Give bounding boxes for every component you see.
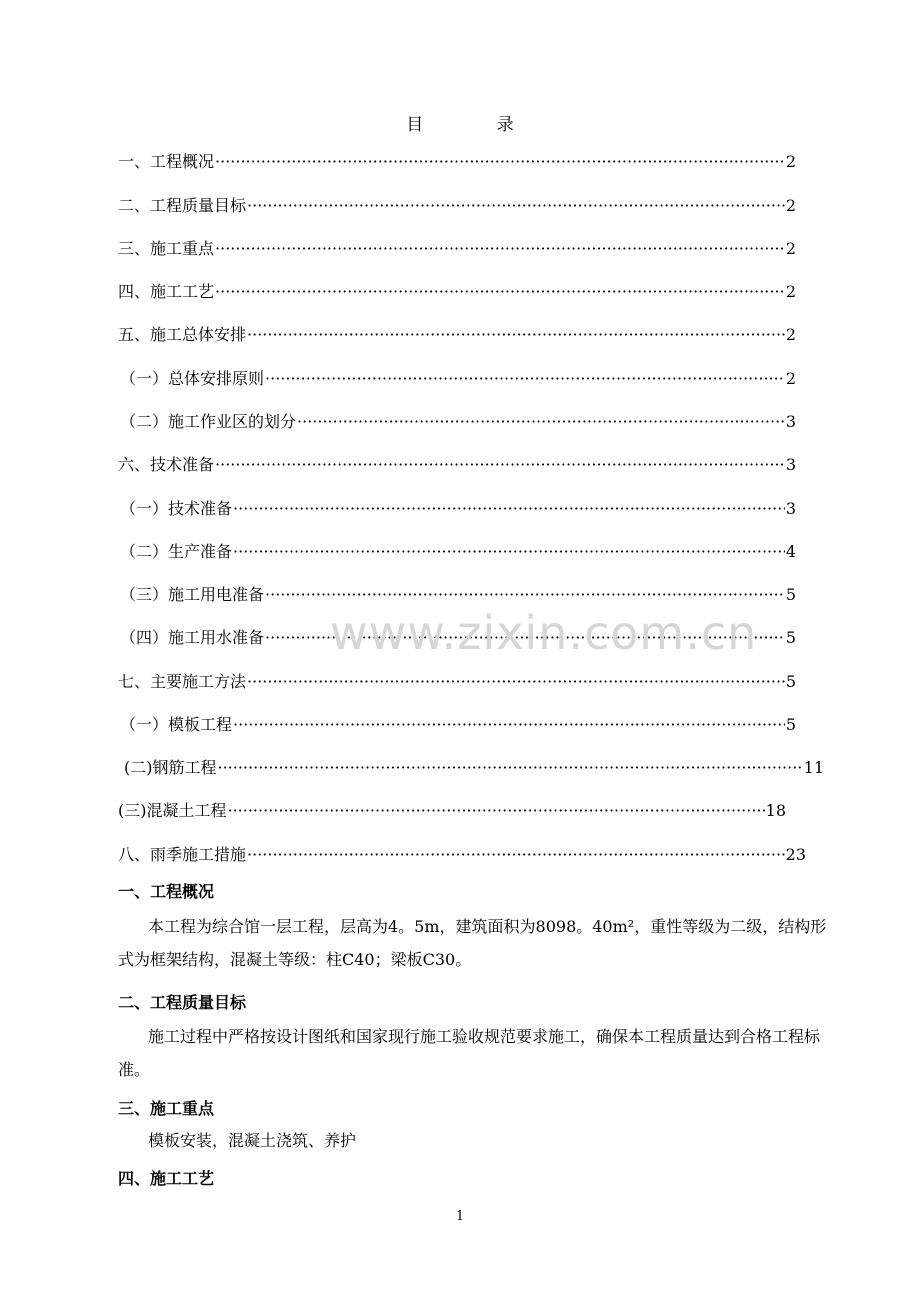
toc-item-page: 5	[785, 628, 796, 647]
toc-leader	[215, 279, 785, 305]
toc-item[interactable]	[120, 712, 796, 738]
toc-item-label: 六、技术准备	[118, 455, 215, 474]
toc-item[interactable]	[118, 193, 796, 219]
toc-item[interactable]	[120, 582, 796, 608]
toc-item-page: 5	[785, 672, 796, 691]
toc-leader	[215, 236, 785, 262]
toc-item[interactable]	[120, 496, 796, 522]
toc-leader	[228, 798, 765, 824]
toc-item[interactable]	[120, 409, 796, 435]
toc-leader	[247, 669, 785, 695]
toc-leader	[247, 322, 785, 348]
toc-leader	[297, 409, 785, 435]
toc-item-page: 2	[785, 239, 796, 258]
section-heading: 一、工程概况	[118, 882, 215, 901]
toc-item[interactable]	[118, 149, 796, 175]
toc-item-page: 2	[785, 152, 796, 171]
toc-item-label: （一）模板工程	[120, 715, 233, 734]
toc-item[interactable]	[120, 366, 796, 392]
toc-item-label: 四、施工工艺	[118, 282, 215, 301]
toc-item-label: （二）生产准备	[120, 542, 233, 561]
toc-item-label: （三）施工用电准备	[120, 585, 265, 604]
toc-item-page: 2	[785, 325, 796, 344]
toc-leader	[215, 452, 785, 478]
section-paragraph: 施工过程中严格按设计图纸和国家现行施工验收规范要求施工，确保本工程质量达到合格工程标准。	[118, 1027, 821, 1079]
toc-item[interactable]	[120, 539, 796, 565]
toc-item-page: 11	[803, 758, 824, 777]
toc-item-label: （二）施工作业区的划分	[120, 412, 297, 431]
toc-item[interactable]	[118, 798, 786, 824]
toc-item-page: 3	[785, 499, 796, 518]
toc-item-label: 八、雨季施工措施	[118, 845, 247, 864]
toc-leader	[247, 842, 785, 868]
toc-item[interactable]	[118, 669, 796, 695]
toc-leader	[233, 496, 785, 522]
section-paragraph: 本工程为综合馆一层工程，层高为4。5m，建筑面积为8098。40m²，重性等级为二级，结构形式为框架结构，混凝土等级：柱C40；梁板C30。	[118, 917, 827, 969]
toc-item[interactable]	[118, 452, 796, 478]
toc-item-label: （四）施工用水准备	[120, 628, 265, 647]
section-heading: 三、施工重点	[118, 1099, 215, 1118]
toc-item[interactable]	[118, 322, 796, 348]
toc-leader	[233, 712, 785, 738]
toc-item[interactable]	[118, 842, 806, 868]
toc-item-label: （一）技术准备	[120, 499, 233, 518]
toc-item[interactable]	[118, 279, 796, 305]
toc-item[interactable]	[124, 755, 824, 781]
section-heading: 四、施工工艺	[118, 1169, 215, 1188]
toc-item-page: 4	[785, 542, 796, 561]
toc-item-page: 3	[785, 412, 796, 431]
toc-item-label: （一）总体安排原则	[120, 369, 265, 388]
toc-item-page: 23	[785, 845, 806, 864]
section-paragraph: 模板安装，混凝土浇筑、养护	[148, 1131, 357, 1150]
section-heading: 二、工程质量目标	[118, 993, 247, 1012]
toc-leader	[215, 149, 785, 175]
toc-item-page: 2	[785, 282, 796, 301]
toc-item[interactable]	[118, 236, 796, 262]
toc-item-label: 二、工程质量目标	[118, 196, 247, 215]
toc-leader	[218, 755, 803, 781]
toc-item-page: 3	[785, 455, 796, 474]
toc-item-page: 2	[785, 369, 796, 388]
toc-leader	[265, 366, 785, 392]
toc-item-page: 2	[785, 196, 796, 215]
toc-item-page: 5	[785, 585, 796, 604]
toc-item-label: 三、施工重点	[118, 239, 215, 258]
toc-leader	[247, 193, 785, 219]
toc-item-page: 18	[765, 801, 786, 820]
page-number: 1	[455, 1209, 465, 1224]
toc-leader	[233, 539, 785, 565]
toc-item-label: 五、施工总体安排	[118, 325, 247, 344]
watermark: www.zixin.com.cn	[330, 606, 758, 660]
toc-item-label: (三)混凝土工程	[118, 801, 227, 820]
toc-item-label: (二)钢筋工程	[124, 758, 217, 777]
toc-leader	[265, 582, 785, 608]
toc-item-label: 七、主要施工方法	[118, 672, 247, 691]
toc-item-page: 5	[785, 715, 796, 734]
toc-title: 目 录	[406, 115, 548, 135]
toc-item-label: 一、工程概况	[118, 152, 215, 171]
